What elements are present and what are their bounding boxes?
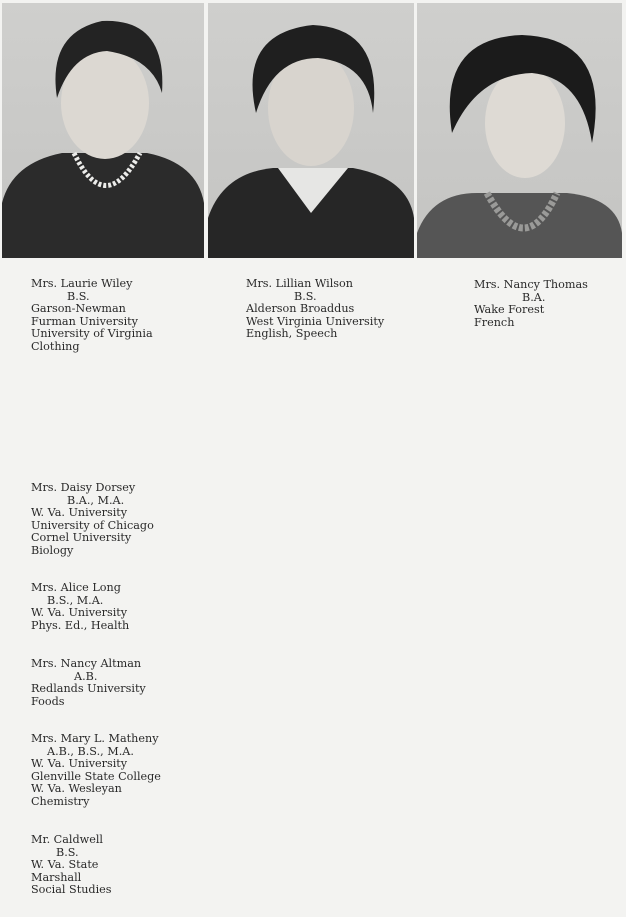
- faculty-detail: Garson-Newman: [31, 302, 126, 316]
- faculty-degree: B.A.: [522, 290, 546, 304]
- faculty-subject: Chemistry: [31, 794, 90, 808]
- faculty-detail: W. Va. University: [31, 606, 128, 620]
- faculty-entry-dorsey: [31, 482, 154, 558]
- faculty-subject: French: [474, 315, 515, 329]
- faculty-detail: Furman University: [31, 314, 138, 328]
- faculty-name: Mrs. Nancy Altman: [31, 657, 142, 670]
- faculty-entry-thomas: [474, 279, 588, 329]
- faculty-degree: B.S.: [56, 845, 79, 859]
- faculty-detail: Alderson Broaddus: [246, 302, 355, 316]
- faculty-subject: Biology: [31, 543, 74, 557]
- faculty-subject: Phys. Ed., Health: [31, 618, 130, 632]
- faculty-entry-wiley: [31, 278, 153, 354]
- faculty-degree: B.S.: [67, 289, 90, 303]
- faculty-detail: University of Chicago: [31, 518, 154, 532]
- faculty-name: Mrs. Laurie Wiley: [31, 277, 133, 290]
- faculty-degree: B.S., M.A.: [47, 593, 104, 607]
- portrait-silhouette: [417, 3, 622, 258]
- faculty-name: Mrs. Daisy Dorsey: [31, 481, 136, 494]
- faculty-subject: Social Studies: [31, 883, 112, 897]
- faculty-name: Mrs. Nancy Thomas: [474, 278, 588, 291]
- portrait-photo-thomas: [417, 3, 622, 258]
- faculty-entry-altman: [31, 658, 146, 708]
- faculty-detail: University of Virginia: [31, 327, 153, 341]
- faculty-degree: A.B., B.S., M.A.: [47, 744, 134, 758]
- faculty-entry-caldwell: [31, 834, 112, 897]
- faculty-name: Mrs. Lillian Wilson: [246, 277, 353, 290]
- faculty-detail: W. Va. University: [31, 506, 128, 520]
- faculty-detail: Cornel University: [31, 531, 132, 545]
- faculty-detail: W. Va. State: [31, 858, 99, 872]
- faculty-detail: Marshall: [31, 870, 82, 884]
- faculty-degree: B.A., M.A.: [67, 493, 125, 507]
- faculty-subject: Foods: [31, 694, 65, 708]
- portrait-silhouette: [208, 3, 414, 258]
- faculty-degree: A.B.: [74, 669, 98, 683]
- faculty-detail: West Virginia University: [246, 314, 385, 328]
- faculty-degree: B.S.: [294, 289, 317, 303]
- faculty-detail: W. Va. Wesleyan: [31, 782, 122, 796]
- faculty-entry-matheny: [31, 733, 161, 809]
- faculty-subject: English, Speech: [246, 327, 338, 341]
- portrait-photo-wiley: [2, 3, 204, 258]
- portrait-silhouette: [2, 3, 204, 258]
- faculty-detail: W. Va. University: [31, 757, 128, 771]
- faculty-detail: Glenville State College: [31, 769, 161, 783]
- faculty-detail: Redlands University: [31, 682, 146, 696]
- faculty-entry-long: [31, 582, 129, 632]
- portrait-photo-wilson: [208, 3, 414, 258]
- faculty-entry-wilson: [246, 278, 384, 341]
- faculty-name: Mrs. Mary L. Matheny: [31, 732, 159, 745]
- faculty-name: Mrs. Alice Long: [31, 581, 121, 594]
- faculty-name: Mr. Caldwell: [31, 833, 104, 846]
- faculty-subject: Clothing: [31, 339, 80, 353]
- faculty-detail: Wake Forest: [474, 303, 545, 317]
